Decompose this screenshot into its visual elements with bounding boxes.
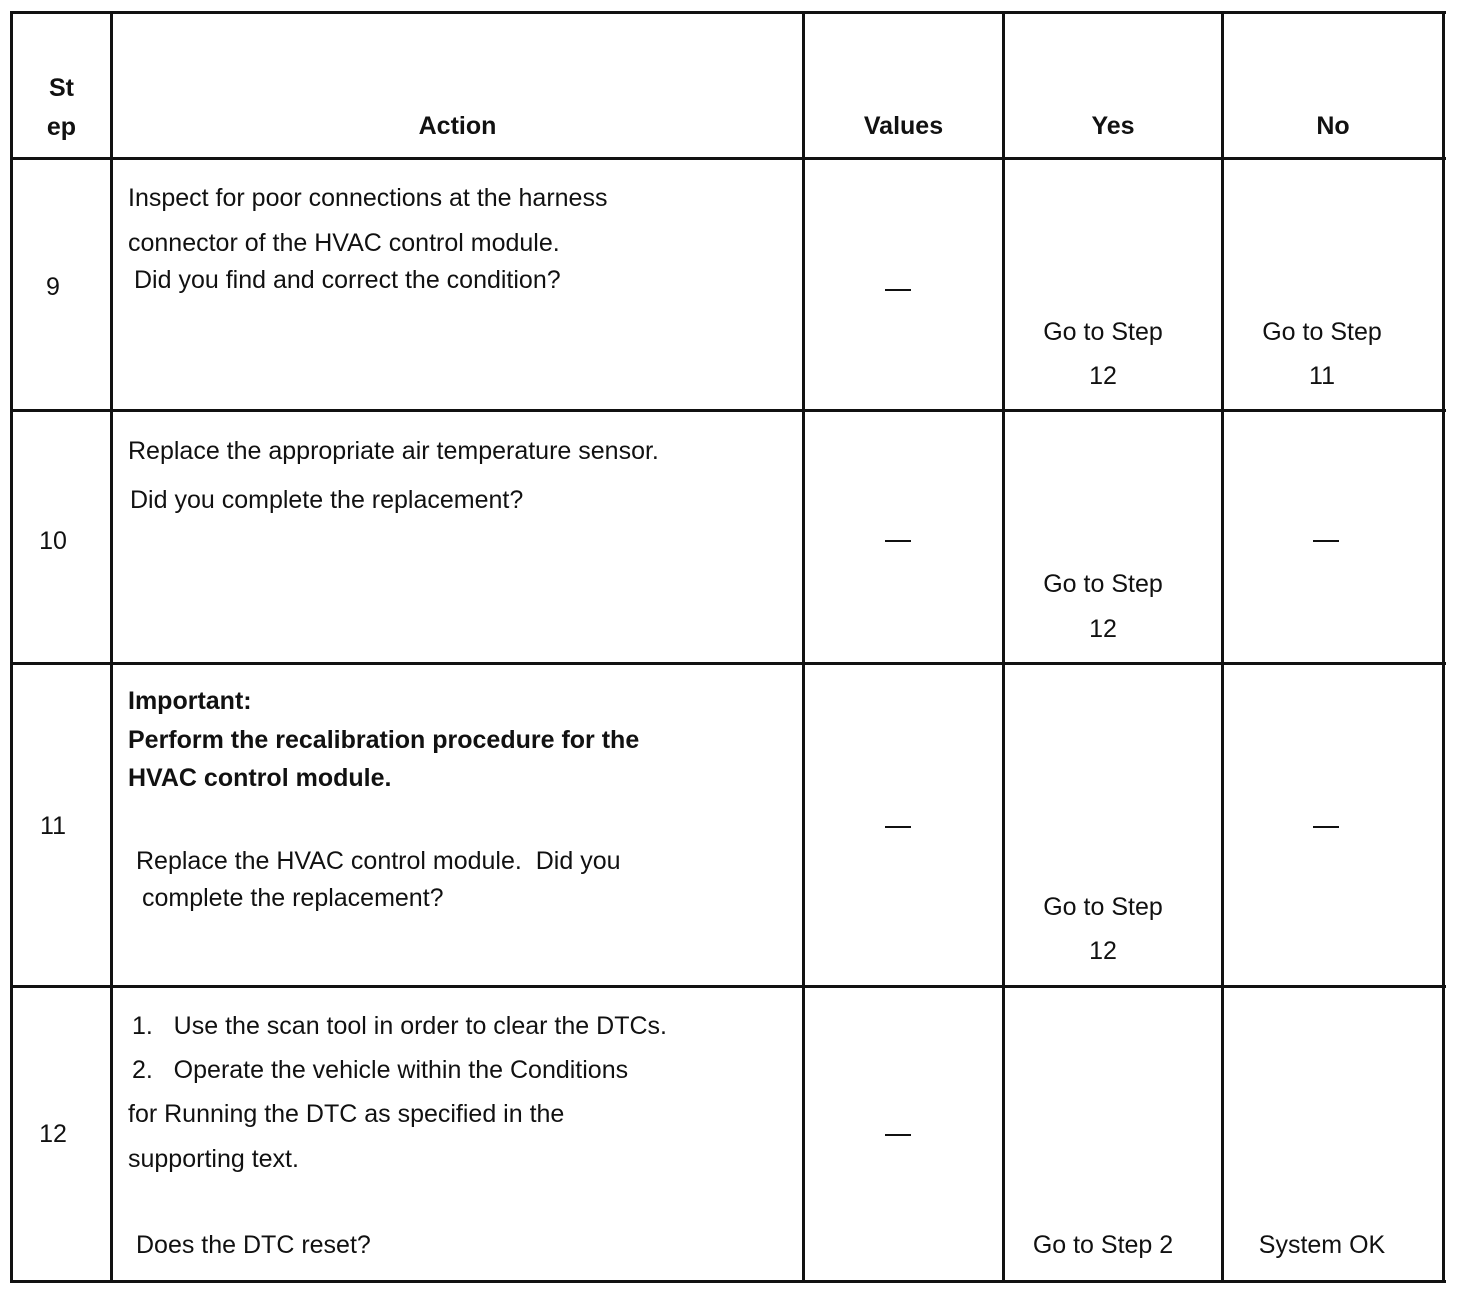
- action-text: supporting text.: [128, 1145, 299, 1173]
- yes-text: Go to Step: [1043, 318, 1163, 346]
- table-border-bottom: [10, 1280, 1446, 1283]
- column-divider: [802, 11, 805, 1283]
- values-dash: [885, 540, 911, 542]
- no-dash: [1313, 540, 1339, 542]
- values-dash: [885, 1134, 911, 1136]
- column-divider: [1221, 11, 1224, 1283]
- header-no: No: [1316, 112, 1350, 140]
- yes-text: 12: [1089, 362, 1117, 390]
- step-number: 9: [46, 273, 60, 301]
- action-text: Replace the appropriate air temperature sensor.: [128, 437, 659, 465]
- values-dash: [885, 289, 911, 291]
- header-action: Action: [418, 112, 497, 140]
- step-number: 12: [39, 1120, 67, 1148]
- table-border-left: [10, 11, 13, 1283]
- table-border-top: [10, 11, 1446, 14]
- row-divider: [10, 662, 1446, 665]
- yes-text: Go to Step 2: [1032, 1231, 1174, 1259]
- table-border-right: [1442, 11, 1445, 1283]
- step-number: 11: [40, 812, 66, 840]
- header-divider: [10, 157, 1446, 160]
- header-values: Values: [863, 112, 944, 140]
- yes-text: 12: [1089, 615, 1117, 643]
- row-divider: [10, 985, 1446, 988]
- important-label: Important:: [128, 687, 252, 715]
- action-text: connector of the HVAC control module.: [128, 229, 560, 257]
- no-dash: [1313, 826, 1339, 828]
- no-text: System OK: [1258, 1231, 1386, 1259]
- header-step-line2: ep: [46, 113, 77, 141]
- action-text: Did you complete the replacement?: [130, 486, 524, 514]
- no-text: 11: [1309, 362, 1335, 390]
- header-yes: Yes: [1091, 112, 1135, 140]
- yes-text: 12: [1089, 937, 1117, 965]
- action-text: Does the DTC reset?: [136, 1231, 371, 1259]
- important-text: Perform the recalibration procedure for the: [128, 726, 640, 754]
- action-text: Did you find and correct the condition?: [134, 266, 561, 294]
- no-text: Go to Step: [1262, 318, 1382, 346]
- action-text: complete the replacement?: [142, 884, 444, 912]
- action-text: 1. Use the scan tool in order to clear the DTCs.: [132, 1012, 667, 1040]
- header-step-line1: St: [49, 74, 74, 102]
- column-divider: [1002, 11, 1005, 1283]
- important-text: HVAC control module.: [128, 764, 392, 792]
- action-text: Inspect for poor connections at the harness: [128, 184, 608, 212]
- column-divider: [110, 11, 113, 1283]
- yes-text: Go to Step: [1043, 570, 1163, 598]
- action-text: for Running the DTC as specified in the: [128, 1100, 565, 1128]
- row-divider: [10, 409, 1446, 412]
- action-text: 2. Operate the vehicle within the Conditions: [132, 1056, 629, 1084]
- yes-text: Go to Step: [1043, 893, 1163, 921]
- step-number: 10: [39, 527, 67, 555]
- action-text: Replace the HVAC control module. Did you: [136, 847, 621, 875]
- values-dash: [885, 826, 911, 828]
